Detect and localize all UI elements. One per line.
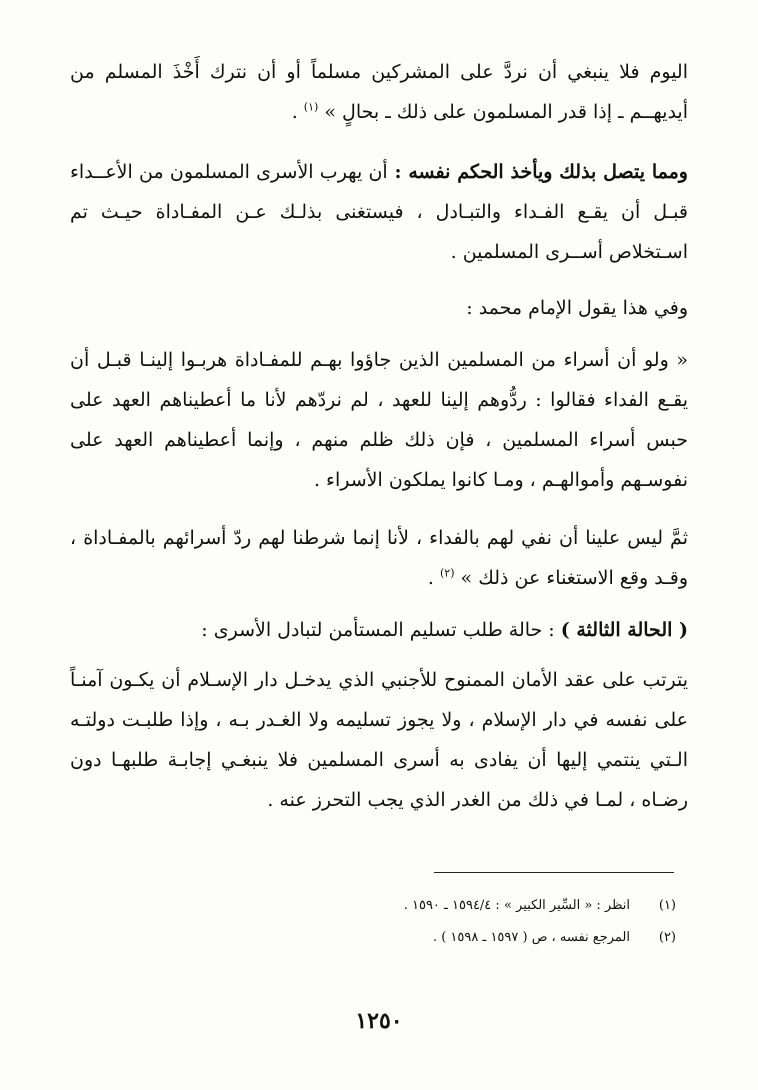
footnote-ref-1[interactable]: (١): [303, 100, 319, 114]
section-heading-label: ( الحالة الثالثة ): [560, 619, 688, 641]
paragraph-2-text: أن يهرب الأسرى المسلمون من الأعــداء قبـل أن يقـع الفـداء والتبـادل ، فيستغنى بذلـك عـن المفـاداة حيـث تم اسـتخلاص أســرى المسلمين .: [70, 161, 688, 263]
section-heading-third-case: [70, 610, 688, 650]
paragraph-3: [70, 288, 688, 328]
quote-paragraph-1-text: « ولو أن أسراء من المسلمين الذين جاؤوا بهـم للمفـاداة هربـوا إلينـا قبـل أن يقـع الفداء فقالوا : ردُّوهم إلينا للعهد ، لم نردّهم لأنا ما أعطيناهم العهد على حبس أسراء المسلمين ، فإن ذلك ظلم منهم ، وإنما أعطيناهم العهد على نفوسـهم وأموالهـم ، ومـا كانوا يملكون الأسراء .: [70, 349, 688, 491]
footnote-divider: [434, 872, 674, 873]
footnote-1-number: (١): [658, 898, 676, 913]
paragraph-3-text: وفي هذا يقول الإمام محمد :: [466, 297, 688, 319]
paragraph-2: [70, 152, 688, 272]
footnote-2: [433, 930, 676, 945]
paragraph-7: [70, 660, 688, 820]
quote-paragraph-2-end: .: [427, 567, 440, 589]
footnote-1: [404, 898, 676, 913]
footnote-1-text: انظر : « السِّير الكبير » : ١٥٩٤/٤ ـ ١٥٩٠ .: [403, 898, 630, 913]
footnote-ref-2[interactable]: (٢): [439, 566, 455, 580]
quote-paragraph-2: [70, 518, 688, 598]
paragraph-1-text: اليوم فلا ينبغي أن نردَّ على المشركين مسلماً أو أن نترك أَخْذَ المسلم من أيديهــم ـ إذا قدر المسلمون على ذلك ـ بحالٍ »: [70, 61, 688, 123]
paragraph-7-text: يترتب على عقد الأمان الممنوح للأجنبي الذي يدخـل دار الإسـلام أن يكـون آمنـاً على نفسه في دار الإسلام ، ولا يجوز تسليمه ولا الغـدر بـه ، وإذا طلبـت دولتـه الـتي ينتمي إليها أن يفادى به أسرى المسلمين فلا ينبغـي إجابـة طلبهـا دون رضـاه ، لمـا في ذلك من الغدر الذي يجب التحرز عنه .: [70, 669, 688, 811]
footnote-2-text: المرجع نفسه ، ص ( ١٥٩٧ ـ ١٥٩٨ ) .: [432, 930, 630, 945]
footnote-2-number: (٢): [658, 930, 676, 945]
paragraph-2-heading: ومما يتصل بذلك ويأخذ الحكم نفسه :: [387, 161, 688, 183]
quote-paragraph-1: [70, 340, 688, 500]
page-number: ١٢٥٠: [355, 1008, 403, 1034]
quote-paragraph-2-text: ثمَّ ليس علينا أن نفي لهم بالفداء ، لأنا إنما شرطنا لهم ردّ أسرائهم بالمفـاداة ، وقـد وقع الاستغناء عن ذلك »: [70, 527, 688, 589]
paragraph-1: [70, 52, 688, 132]
paragraph-1-end: .: [291, 101, 304, 123]
section-heading-text: : حالة طلب تسليم المستأمن لتبادل الأسرى :: [201, 619, 561, 641]
